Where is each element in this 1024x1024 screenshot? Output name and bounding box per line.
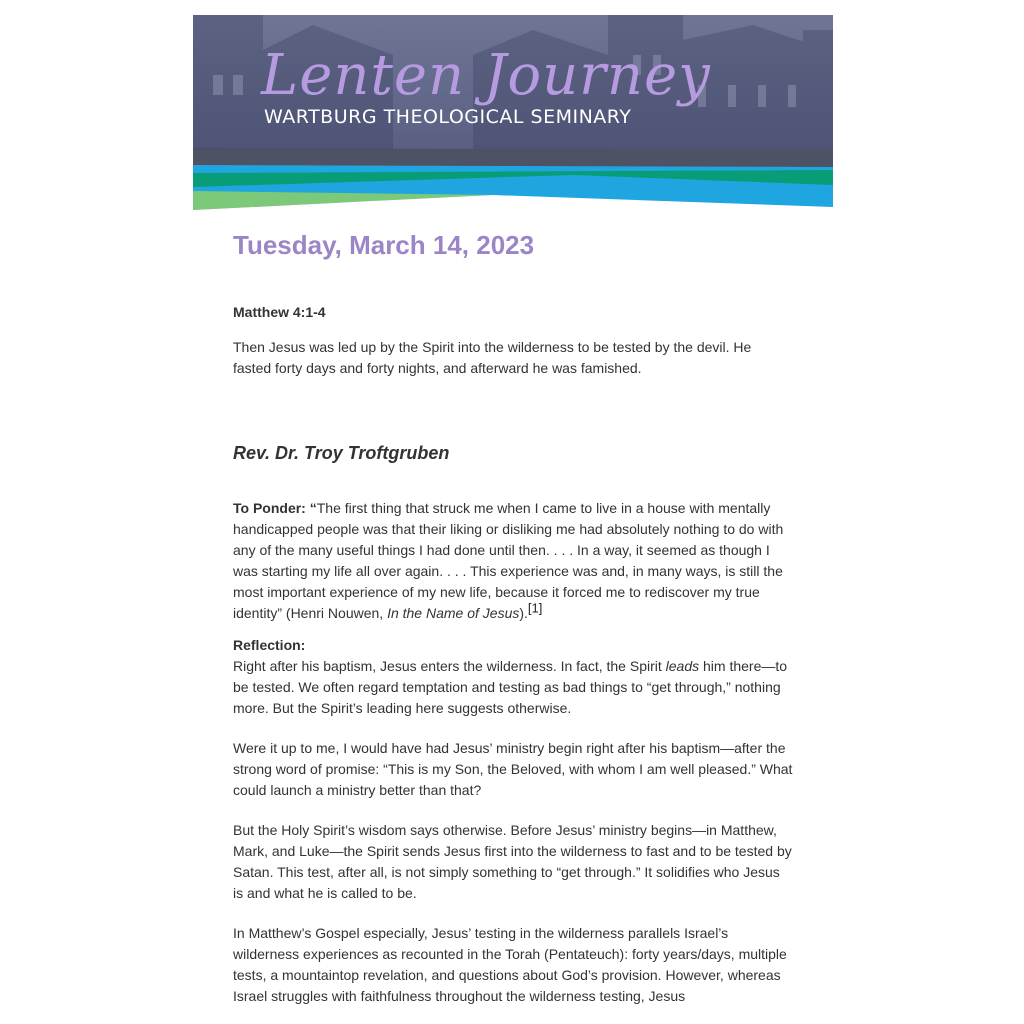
banner-subtitle: WARTBURG THEOLOGICAL SEMINARY <box>264 106 632 128</box>
email-container <box>193 15 833 1007</box>
scripture-reference: Matthew 4:1-4 <box>233 304 326 320</box>
article-body <box>193 210 833 1007</box>
devotional-date: Tuesday, March 14, 2023 <box>233 230 535 260</box>
reflection-paragraph-2: Were it up to me, I would have had Jesus’ ministry begin right after his baptism—after the strong word of promise: “This is my Son, the Beloved, with whom I am well pleased.” What could launch a ministry better than that? <box>233 740 793 798</box>
reflection-paragraph-3: But the Holy Spirit’s wisdom says otherwise. Before Jesus’ ministry begins—in Matthew, Mark, and Luke—the Spirit sends Jesus first into the wilderness to fast and to be tested by Satan. This test, after all, is not simply something to “get through.” It solidifies who Jesus is and what he is called to be. <box>233 822 792 901</box>
reflection-label: Reflection: <box>233 637 306 653</box>
ponder-end: ). <box>519 605 528 621</box>
reflection-p1-text-b: him there—to be tested. We often regard temptation and testing as bad things to “get through,” nothing more. But the Spirit’s leading here suggests otherwise. <box>233 658 788 716</box>
ponder-quote: The first thing that struck me when I came to live in a house with mentally handicapped people was that their liking or disliking me had absolutely nothing to do with any of the many useful things I had done until then. . . . In a way, it seemed as though I was starting my life all over again. . . . This experience was and, in many ways, is still the most important experience of my new life, because it forced me to rediscover my true identity” (Henri Nouwen, <box>233 500 784 621</box>
header-banner <box>193 15 833 210</box>
footnote-link[interactable]: [1] <box>527 600 543 616</box>
author-name: Rev. Dr. Troy Troftgruben <box>233 443 450 463</box>
reflection-paragraph-4: In Matthew’s Gospel especially, Jesus’ testing in the wilderness parallels Israel’s wilderness experiences as recounted in the Torah (Pentateuch): forty years/days, multiple tests, a mountaintop revelation, and questions about God’s provision. However, whereas Israel struggles with faithfulness throughout the wilderness testing, Jesus <box>233 925 787 1004</box>
reflection-p1-text-a: Right after his baptism, Jesus enters the wilderness. In fact, the Spirit <box>233 658 666 674</box>
to-ponder-paragraph <box>233 498 793 624</box>
scripture-text: Then Jesus was led up by the Spirit into the wilderness to be tested by the devil. He fasted forty days and forty nights, and afterward he was famished. <box>233 339 752 376</box>
book-title: In the Name of Jesus <box>387 605 520 621</box>
banner-title: Lenten Journey <box>261 43 711 108</box>
reflection-paragraph-1 <box>233 656 793 719</box>
to-ponder-label: To Ponder: “ <box>233 500 317 516</box>
reflection-p1-emphasis: leads <box>665 658 700 674</box>
